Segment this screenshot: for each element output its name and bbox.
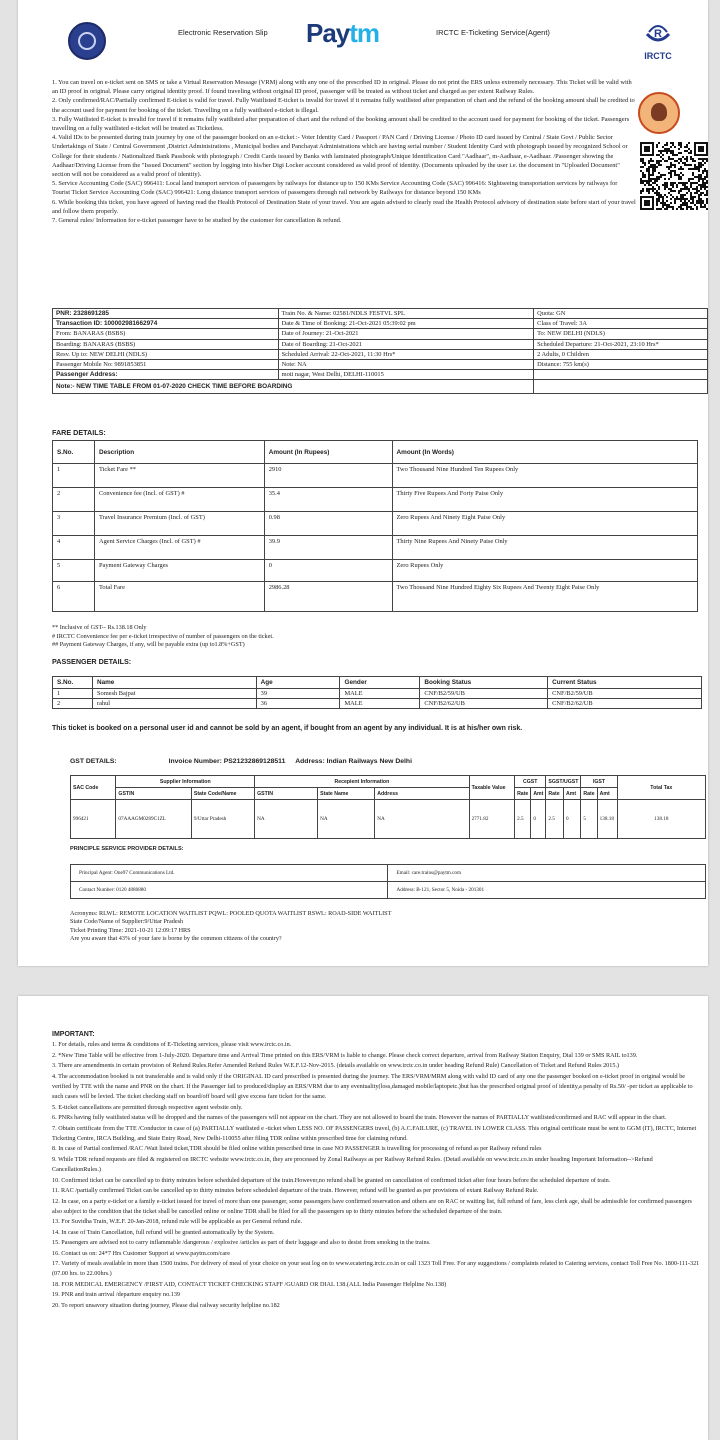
pax-booking-status: CNF/B2/62/UB (420, 699, 548, 709)
fare-description: Convenience fee (Incl. of GST) # (94, 488, 264, 512)
important-item: 19. PNR and train arrival /departure enquiry no.139 (52, 1291, 181, 1299)
gst-cell: 2771.82 (469, 800, 514, 839)
gst-address: Address: Indian Railways New Delhi (295, 758, 412, 765)
psp-table (70, 864, 706, 899)
note: Note: NA (278, 359, 533, 369)
important-list (52, 1030, 702, 1311)
gst-cell: 138.18 (597, 800, 617, 839)
paytm-logo (306, 18, 379, 49)
passenger-table (52, 676, 702, 709)
important-item: 18. FOR MEDICAL EMERGENCY /FIRST AID, CONTACT TICKET CHECKING STAFF /GUARD OR DIAL 138.(ALL India Passenger Helpline No.138) (52, 1280, 447, 1288)
svg-text:R: R (654, 28, 662, 40)
fare-amount: 35.4 (264, 488, 392, 512)
fare-amount: 2910 (264, 464, 392, 488)
gst-sub-amt: Amt (531, 788, 546, 800)
mascot-sticker-icon (638, 92, 680, 134)
gst-cell: NA (318, 800, 375, 839)
fare-sno: 5 (53, 560, 95, 582)
fare-words: Thirty Nine Rupees And Ninety Paise Only (392, 536, 697, 560)
gst-cell: 2.5 (515, 800, 531, 839)
gst-header-igst: IGST (581, 776, 617, 788)
gst-header-supplier: Supplier Information (116, 776, 255, 788)
fare-header-words: Amount (In Words) (392, 441, 697, 464)
fare-description: Travel Insurance Premium (Incl. of GST) (94, 512, 264, 536)
passenger-address-label: Passenger Address: (53, 370, 279, 380)
ers-title: Electronic Reservation Slip (178, 28, 268, 37)
gst-header-total: Total Tax (617, 776, 705, 800)
gst-cell: 138.18 (617, 800, 705, 839)
journey-date: Date of Journey: 21-Oct-2021 (278, 329, 533, 339)
table-row (53, 699, 702, 709)
important-item: 14. In case of Train Cancellation, full refund will be granted automatically by the System. (52, 1228, 275, 1236)
psp-address: Address: B-121, Sector 5, Noida - 201301 (388, 882, 706, 899)
timetable-note: Note:- NEW TIME TABLE FROM 01-07-2020 CHECK TIME BEFORE BOARDING (53, 380, 534, 394)
gst-cell: 996421 (71, 800, 116, 839)
table-row (53, 560, 698, 582)
fare-sno: 2 (53, 488, 95, 512)
gst-cell: NA (375, 800, 469, 839)
important-item: 6. PNRs having fully waitlisted status will be dropped and the names of the passengers will not appear on the chart. They are not allowed to board the train. However the names of PARTIALLY waitlisted/confirmed and RAC will appear in the chart. (52, 1114, 667, 1122)
paytm-logo-part1: Pay (306, 18, 350, 48)
booking-datetime: Date & Time of Booking: 21-Oct-2021 05:39:02 pm (278, 319, 533, 329)
rule-item: 4. Valid IDs to be presented during train journey by one of the passenger booked on an e-ticket :- Voter Identity Card / Passport / PAN Card / Driving License / Photo ID card issued by Central / State Govt / Public Sector Undertakings of State / Central Government ,District Administrations , Municipal bodies and Panchayat Administrations which are having serial number / Student Identity Card with photograph issued by recognized School or College for their students / Nationalized Bank Passbook with photograph / Credit Cards issued by Banks with laminated photograph/Unique Identification Card "Aadhaar", m-Aadhaar, e-Aadhaar. /Passenger showing the Aadhaar/Driving License from the "Issued Document" section by logging into his/her Digi Locker account considered as valid proof of identity. (Documents uploaded by the user i.e. the document in "Uploaded Document" section will not be considered as a valid proof of identity). (52, 134, 628, 179)
passenger-details-title: PASSENGER DETAILS: (52, 657, 132, 666)
acronym-line: State Code/Name of Supplier:9/Uttar Pradesh (70, 918, 184, 926)
fare-amount: 39.9 (264, 536, 392, 560)
important-title: IMPORTANT: (52, 1031, 95, 1038)
agent-warning: This ticket is booked on a personal user id and cannot be sold by an agent, if bought from an agent by any individual. It is at his/her own risk. (52, 725, 523, 732)
gst-cell: 2.5 (546, 800, 564, 839)
pax-header-gender: Gender (340, 677, 420, 689)
pax-header-booking-status: Booking Status (420, 677, 548, 689)
important-item: 15. Passengers are advised not to carry inflammable /dangerous / explosive /articles as part of their luggage and also to desist from smoking in the trains. (52, 1239, 431, 1247)
pax-sno: 1 (53, 689, 93, 699)
rule-item: 1. You can travel on e-ticket sent on SMS or take a Virtual Reservation Message (VRM) along with any one of the prescribed ID in original. Please do not print the ERS unless extremely necessary. This Ticket will be valid with an ID proof in original. Please carry original identity proof. If found traveling without original ID proof, passenger will be treated as without ticket and charged as per extent Railway Rules. (52, 79, 632, 96)
table-row (53, 689, 702, 699)
fare-words: Zero Rupees And Ninety Eight Paise Only (392, 512, 697, 536)
fare-words: Two Thousand Nine Hundred Eighty Six Rupees And Twenty Eight Paise Only (392, 582, 697, 612)
gst-cell: 0 (531, 800, 546, 839)
table-row (53, 582, 698, 612)
important-item: 8. In case of Partial confirmed /RAC /Wait listed ticket,TDR should be filed online within prescribed time in case NO PASSENGER is travelling for processing of refund as per Railway refund rules (52, 1145, 542, 1153)
quota: Quota: GN (534, 309, 708, 319)
gst-sub-gstin: GSTIN (255, 788, 318, 800)
gst-header-sgst: SGST/UGST (546, 776, 581, 788)
passenger-mobile: Passenger Mobile No: 9891853851 (53, 359, 279, 369)
reservation-upto: Resv. Up to: NEW DELHI (NDLS) (53, 349, 279, 359)
fare-notes (52, 624, 652, 650)
fare-sno: 1 (53, 464, 95, 488)
header (18, 14, 708, 64)
fare-header-description: Description (94, 441, 264, 464)
gst-cell: 9/Uttar Pradesh (191, 800, 254, 839)
fare-description: Payment Gateway Charges (94, 560, 264, 582)
important-item: 3. There are amendments in certain provision of Refund Rules.Refer Amended Refund Rules W.E.F.12-Nov-2015. (details available on www.irctc.co.in under heading Refund Rule) Cancellation of Ticket and Refund Rules 2015.) (52, 1062, 620, 1070)
indian-railways-emblem-icon (68, 22, 106, 60)
irctc-label: IRCTC (644, 51, 672, 61)
boarding-date: Date of Boarding: 21-Oct-2021 (278, 339, 533, 349)
travel-class: Class of Travel: 3A (534, 319, 708, 329)
rule-item: 3. Fully Waitlisted E-ticket is invalid for travel if it remains fully waitlisted after preparation of chart and the refund of the booking amount shall be credited to the account used for payment for booking of the ticket. Passengers travelling on a fully waitlisted e-ticket will be treated as Ticketless. (52, 115, 630, 133)
train-name: Train No. & Name: 02581/NDLS FESTVL SPL (278, 309, 533, 319)
important-item: 11. RAC /partially confirmed Ticket can be cancelled up to thirty minutes before scheduled departure of the train. However, refund will be granted as per provisions of extant Railway Refund Rule. (52, 1187, 539, 1195)
gst-cell: 5 (581, 800, 597, 839)
fare-description: Ticket Fare ** (94, 464, 264, 488)
gst-label: GST DETAILS: (70, 758, 117, 765)
gst-sub-rate: Rate (581, 788, 597, 800)
pax-age: 36 (256, 699, 340, 709)
pax-booking-status: CNF/B2/59/UB (420, 689, 548, 699)
passenger-count: 2 Adults, 0 Children (534, 349, 708, 359)
invoice-number: Invoice Number: PS21232869128511 (168, 758, 286, 765)
fare-sno: 4 (53, 536, 95, 560)
pax-header-current-status: Current Status (548, 677, 702, 689)
pax-gender: MALE (340, 689, 420, 699)
gst-sub-amt: Amt (564, 788, 581, 800)
gst-cell: 07AAAGM0289C1ZL (116, 800, 191, 839)
table-row (71, 800, 706, 839)
gst-sub-state-name: State Name (318, 788, 375, 800)
service-title: IRCTC E-Ticketing Service(Agent) (436, 28, 550, 37)
to-station: To: NEW DELHI (NDLS) (534, 329, 708, 339)
fare-note: ** Inclusive of GST-- Rs.138.18 Only (52, 624, 147, 631)
fare-amount: 2986.28 (264, 582, 392, 612)
fare-note: ## Payment Gateway Charges, if any, will be payable extra (up to1.8%+GST) (52, 641, 245, 649)
transaction-id: Transaction ID: 100002981662974 (53, 319, 279, 329)
distance: Distance: 755 km(s) (534, 359, 708, 369)
gst-sub-rate: Rate (546, 788, 564, 800)
important-item: 12. In case, on a party e-ticket or a family e-ticket issued for travel of more than one passenger, some passengers have confirmed reservation and others are on RAC or waiting list, full refund of fare, less clerk age, shall be admissible for confirmed passengers also subject to the condition that the ticket shall be cancelled online or online TDR shall be filed for all the passengers up to thirty minutes before the scheduled departure of the train. (52, 1197, 692, 1215)
rule-item: 5. Service Accounting Code (SAC) 996411: Local land transport services of passengers by railways for distance up to 150 KMs Service Accounting Code (SAC) 996416: Sightseeing transportation services by railways for Tourist Ticket Service Accounting Code (SAC) 996421: Long distance transport services of passengers through rail network by Railways for distance beyond 150 KMs (52, 180, 618, 197)
gst-cell: 0 (564, 800, 581, 839)
psp-email: Email: care.trains@paytm.com (388, 865, 706, 882)
fare-words: Zero Rupees Only (392, 560, 697, 582)
psp-agent: Principal Agent: One97 Communications Ltd. (71, 865, 388, 882)
gst-summary (70, 758, 690, 765)
empty-cell (534, 370, 708, 380)
fare-amount: 0 (264, 560, 392, 582)
gst-header-sac: SAC Code (71, 776, 116, 800)
psp-title: PRINCIPLE SERVICE PROVIDER DETAILS: (70, 846, 184, 852)
pnr-number: PNR: 2328691285 (53, 309, 279, 319)
ticket-page-2 (18, 996, 708, 1440)
fare-sno: 3 (53, 512, 95, 536)
pax-name: rahul (92, 699, 256, 709)
gst-header-recipient: Recepient Information (255, 776, 469, 788)
important-item: 13. For Suvidha Train, W.E.F. 20-Jan-2018, refund rule will be applicable as per General refund rule. (52, 1218, 303, 1226)
acronym-line: Ticket Printing Time: 2021-10-21 12:09:17 HRS (70, 926, 191, 934)
acronyms-block (70, 910, 690, 944)
pax-gender: MALE (340, 699, 420, 709)
important-item: 4. The accommodation booked is not transferable and is valid only if the ORIGINAL ID card prescribed is presented during the journey. The ERS/VRM/MRM along with valid ID card of any one the passenger booked on e-ticket proof in original would be verified by TTE with the name and PNR on the chart. If the Passenger fail to produced/display an ERS/VRM due to any eventuality(loss,damaged mobile/laptopetc.)but has the prescribed original proof of identity,a penalty of Rs.50/ -per ticket as applicable to such cases will be levied. The ticket checking staff on board/off board will give excess fare ticket for the same. (52, 1072, 693, 1101)
qr-code-icon (640, 142, 708, 210)
fare-description: Total Fare (94, 582, 264, 612)
fare-description: Agent Service Charges (Incl. of GST) # (94, 536, 264, 560)
scheduled-departure: Scheduled Departure: 21-Oct-2021, 23:10 Hrs* (534, 339, 708, 349)
gst-sub-gstin: GSTIN (116, 788, 191, 800)
pax-sno: 2 (53, 699, 93, 709)
important-item: 1. For details, rules and terms & conditions of E-Ticketing services, please visit www.irctc.co.in. (52, 1041, 292, 1049)
pax-current-status: CNF/B2/59/UB (548, 689, 702, 699)
pax-current-status: CNF/B2/62/UB (548, 699, 702, 709)
fare-sno: 6 (53, 582, 95, 612)
rule-item: 6. While booking this ticket, you have agreed of having read the Health Protocol of Destination State of your travel. You are again advised to clearly read the Health Protocol advisory of destination state before start of your travel and follow them properly. (52, 198, 636, 215)
table-row (53, 488, 698, 512)
gst-sub-state-code: State Code/Name (191, 788, 254, 800)
table-row (53, 512, 698, 536)
gst-sub-rate: Rate (515, 788, 531, 800)
important-item: 17. Variety of meals available in more than 1500 trains. For delivery of meal of your choice on your seat log on to www.ecatering.irctc.co.in or call 1323 Toll Free. For any suggestions / complaints related to Catering services, contact Toll Free No. 1800-111-321 (07.00 hrs. to 22.00hrs.) (52, 1259, 700, 1278)
fare-amount: 0.98 (264, 512, 392, 536)
irctc-swoosh-icon (643, 18, 673, 46)
important-item: 16. Contact us on: 24*7 Hrs Customer Support at www.paytm.com/care (52, 1249, 230, 1257)
fare-table (52, 440, 698, 612)
fare-words: Two Thousand Nine Hundred Ten Rupees Only (392, 464, 697, 488)
pax-age: 39 (256, 689, 340, 699)
rule-item: 7. General rules/ Information for e-ticket passenger have to be studied by the customer for cancellation & refund. (52, 217, 342, 225)
pax-name: Somesh Bajpai (92, 689, 256, 699)
pnr-table (52, 308, 708, 394)
pax-header-name: Name (92, 677, 256, 689)
important-item: 10. Confirmed ticket can be cancelled up to thirty minutes before scheduled departure of the train.However,no refund shall be granted on cancellation of confirmed ticket after four hours before the scheduled departure of train. (52, 1176, 611, 1184)
irctc-logo (638, 18, 678, 62)
gst-table (70, 775, 706, 839)
gst-sub-address: Address (375, 788, 469, 800)
boarding-station: Boarding: BANARAS (BSBS) (53, 339, 279, 349)
gst-header-cgst: CGST (515, 776, 546, 788)
rules-list (52, 78, 636, 225)
psp-contact: Contact Number: 0120 4880880 (71, 882, 388, 899)
pax-header-age: Age (256, 677, 340, 689)
important-item: 7. Obtain certificate from the TTE /Conductor in case of (a) PARTIALLY waitlisted e -ticket when LESS NO. OF PASSENGERS travel, (b) A.C.FAILURE, (c) TRAVEL IN LOWER CLASS. This original certificate must be sent to GGM (IT), IRCTC, Internet Ticketing Centre, IRCA Building, and State Entry Road, New Delhi-110055 after filing TDR online within prescribed time for claiming refund. (52, 1124, 697, 1143)
acronym-line: Are you aware that 43% of your fare is borne by the common citizens of the country? (70, 935, 282, 943)
paytm-logo-part2: tm (349, 18, 380, 48)
important-item: 2. *New Time Table will be effective from 1-July-2020. Departure time and Arrival Time printed on this ERS/VRM is liable to change. Please check correct departure, arrival from Railway Station Enquiry, Dial 139 or SMS RAIL to139. (52, 1051, 638, 1059)
gst-header-taxable: Taxable Value (469, 776, 514, 800)
table-row (53, 464, 698, 488)
rule-item: 2. Only confirmed/RAC/Partially confirmed E-ticket is valid for travel. Fully Waitlisted E-ticket is invalid for travel if it remains fully waitlisted after preparation of chart and the refund of the booking amount shall be credited to the account used for payment for booking of the ticket. Travelling on a fully waitlisted e-ticket is illegal. (52, 97, 635, 114)
fare-words: Thirty Five Rupees And Forty Paise Only (392, 488, 697, 512)
ticket-page-1 (18, 0, 708, 966)
fare-note: # IRCTC Convenience fee per e-ticket irrespective of number of passengers on the ticket. (52, 632, 274, 640)
table-row (53, 536, 698, 560)
important-item: 9. While TDR refund requests are filed & registered on IRCTC website www.irctc.co.in, they are processed by Zonal Railways as per Railway Refund Rules. (Detail available on www.irctc.co.in under heading Important Information-->Refund CancellationRules.) (52, 1155, 653, 1174)
gst-sub-amt: Amt (597, 788, 617, 800)
from-station: From: BANARAS (BSBS) (53, 329, 279, 339)
acronym-line: Acronyms: RLWL: REMOTE LOCATION WAITLIST PQWL: POOLED QUOTA WAITLIST RSWL: ROAD-SIDE WAITLIST (70, 910, 392, 917)
fare-details-title: FARE DETAILS: (52, 428, 106, 437)
fare-header-amount: Amount (In Rupees) (264, 441, 392, 464)
empty-cell (534, 380, 708, 394)
important-item: 5. E-ticket cancellations are permitted through respective agent website only. (52, 1103, 243, 1111)
scheduled-arrival: Scheduled Arrival: 22-Oct-2021, 11:30 Hrs* (278, 349, 533, 359)
important-item: 20. To report unsavory situation during journey, Please dial railway security helpline no.182 (52, 1301, 280, 1309)
pax-header-sno: S.No. (53, 677, 93, 689)
passenger-address: moti nagar, West Delhi, DELHI-110015 (278, 370, 533, 380)
gst-cell: NA (255, 800, 318, 839)
fare-header-sno: S.No. (53, 441, 95, 464)
